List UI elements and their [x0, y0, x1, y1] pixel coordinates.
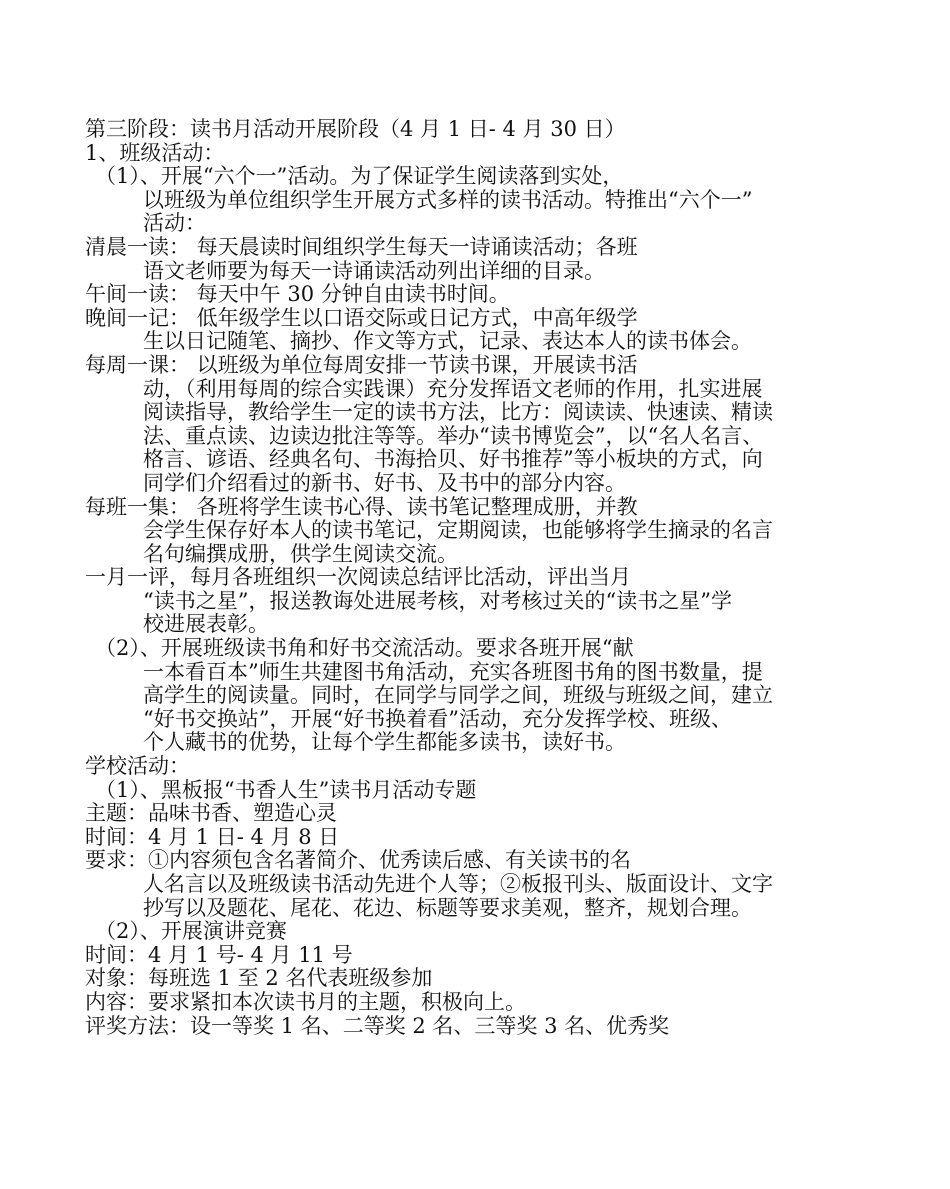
line-12: 动，（利用每周的综合实践课）充分发挥语文老师的作用，扎实进展 — [143, 376, 763, 401]
line-11: 每周一课： 以班级为单位每周安排一节读书课，开展读书活 — [85, 352, 638, 377]
line-37: 对象：每班选 1 至 2 名代表班级参加 — [85, 966, 433, 991]
line-10: 生以日记随笔、摘抄、作文等方式，记录、表达本人的读书体会。 — [143, 329, 752, 354]
line-38: 内容：要求紧扣本次读书月的主题，积极向上。 — [85, 989, 526, 1014]
line-25: 高学生的阅读量。同时，在同学与同学之间，班级与班级之间，建立 — [143, 683, 773, 708]
line-8: 午间一读： 每天中午 30 分钟自由读书时间。 — [85, 282, 510, 307]
line-5: 活动： — [143, 211, 206, 236]
line-15: 格言、谚语、经典名句、书海拾贝、好书推荐”等小板块的方式，向 — [143, 447, 763, 472]
line-16: 同学们介绍看过的新书、好书、及书中的部分内容。 — [143, 470, 626, 495]
line-32: 要求：①内容须包含名著简介、优秀读后感、有关读书的名 — [85, 848, 631, 873]
line-23: （2）、开展班级读书角和好书交流活动。要求各班开展“献 — [95, 636, 634, 661]
line-21: “读书之星”，报送教诲处进展考核，对考核过关的“读书之星”学 — [143, 588, 732, 613]
line-26: “好书交换站”，开展“好书换着看”活动，充分发挥学校、班级、 — [143, 706, 732, 731]
line-22: 校进展表彰。 — [143, 612, 269, 637]
line-3: （1）、开展“六个一”活动。为了保证学生阅读落到实处， — [95, 164, 624, 189]
line-31: 时间：4 月 1 日- 4 月 8 日 — [85, 824, 340, 849]
line-1: 第三阶段：读书月活动开展阶段（4 月 1 日- 4 月 30 日） — [85, 117, 626, 141]
line-13: 阅读指导，教给学生一定的读书方法，比方：阅读读、快速读、精读 — [143, 400, 773, 425]
line-4: 以班级为单位组织学生开展方式多样的读书活动。特推出“六个一” — [143, 187, 753, 212]
line-2: 1、班级活动： — [85, 140, 225, 165]
line-28: 学校活动： — [85, 754, 190, 779]
line-20: 一月一评，每月各班组织一次阅读总结评比活动，评出当月 — [85, 565, 631, 590]
line-30: 主题：品味书香、塑造心灵 — [85, 801, 337, 826]
line-35: （2）、开展演讲竞赛 — [95, 919, 287, 944]
line-24: 一本看百本”师生共建图书角活动，充实各班图书角的图书数量，提 — [143, 659, 763, 684]
line-27: 个人藏书的优势，让每个学生都能多读书，读好书。 — [143, 730, 626, 755]
line-17: 每班一集： 各班将学生读书心得、读书笔记整理成册，并教 — [85, 494, 638, 519]
line-14: 法、重点读、边读边批注等等。举办“读书博览会”，以“名人名言、 — [143, 423, 764, 448]
line-19: 名句编撰成册，供学生阅读交流。 — [143, 541, 458, 566]
line-18: 会学生保存好本人的读书笔记，定期阅读，也能够将学生摘录的名言 — [143, 518, 773, 543]
line-36: 时间：4 月 1 号- 4 月 11 号 — [85, 942, 353, 967]
line-29: （1）、黑板报“书香人生”读书月活动专题 — [95, 777, 477, 802]
line-9: 晚间一记： 低年级学生以口语交际或日记方式，中高年级学 — [85, 305, 638, 330]
line-6: 清晨一读： 每天晨读时间组织学生每天一诗诵读活动；各班 — [85, 234, 638, 259]
line-34: 抄写以及题花、尾花、花边、标题等要求美观，整齐，规划合理。 — [143, 895, 752, 920]
line-39: 评奖方法：设一等奖 1 名、二等奖 2 名、三等奖 3 名、优秀奖 — [85, 1013, 670, 1038]
line-33: 人名言以及班级读书活动先进个人等；②板报刊头、版面设计、文字 — [143, 872, 773, 896]
line-7: 语文老师要为每天一诗诵读活动列出详细的目录。 — [143, 258, 605, 283]
